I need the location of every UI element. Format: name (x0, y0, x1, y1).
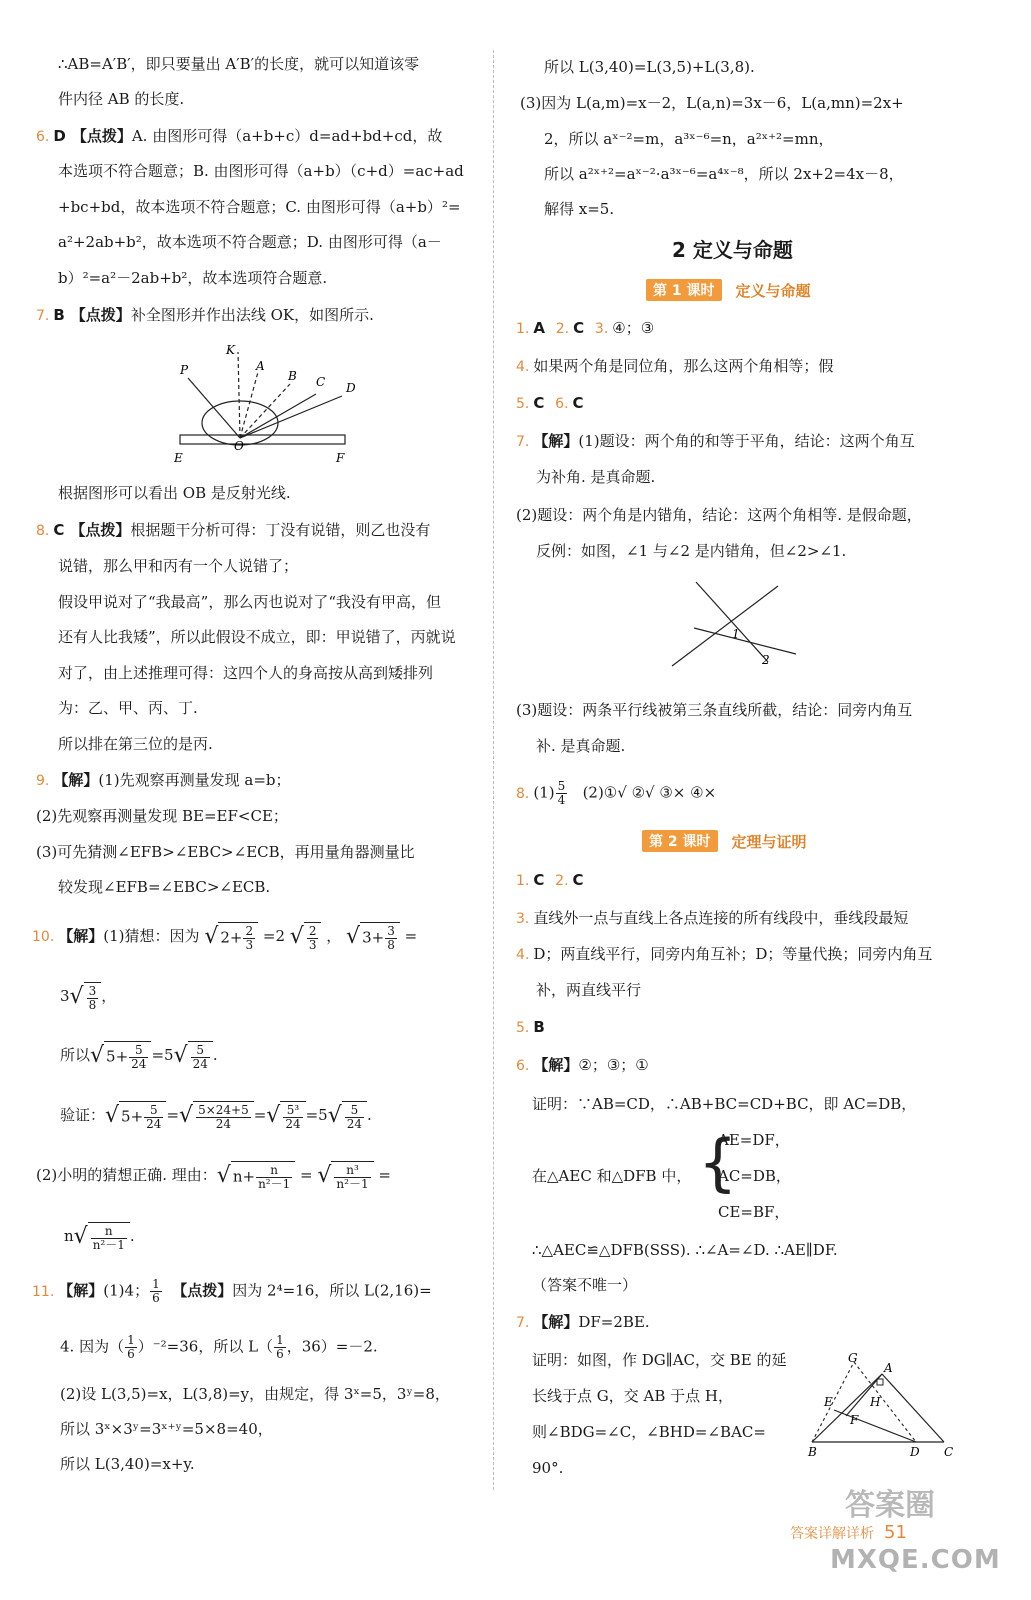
sqrt-11-term: n+ (232, 1167, 256, 1186)
label-e2: E (824, 1395, 833, 1409)
q11-line5: 所以 L(3,40)=x+y. (60, 1455, 195, 1473)
q8-line3: 假设甲说对了“我最高”，那么丙也说对了“我没有甲高，但 (58, 593, 442, 611)
q11-frac1-bottom: 6 (152, 1291, 160, 1305)
label-b: B (288, 369, 297, 383)
frac-1 (243, 925, 255, 952)
reflection-figure (170, 340, 360, 470)
label-f2: F (850, 1413, 859, 1427)
s2-q6-number: 6. (516, 1058, 530, 1074)
line-bg (812, 1362, 854, 1442)
s1-q1-answer: A (533, 319, 545, 337)
label-g: G (848, 1351, 858, 1365)
label-c: C (316, 375, 326, 389)
s1-q5-number: 5. (516, 396, 530, 412)
q6-line4: a²+2ab+b²，故本选项不符合题意；D. 由图形可得（a－ (58, 233, 442, 251)
q6-tag: 【点拨】 (71, 127, 132, 145)
s1-q8-part1: (1) (533, 783, 555, 802)
frac-2-top: 2 (308, 924, 317, 938)
s2-q5 (516, 1017, 551, 1038)
sqrt-1-term: 2+ (220, 928, 243, 947)
q10-line4 (60, 1101, 372, 1131)
r-line5: 解得 x=5. (544, 200, 615, 218)
q8-number: 8. (36, 523, 50, 539)
q10-text1: (1)猜想：因为 (103, 927, 200, 945)
frac-3-top: 3 (387, 924, 395, 938)
q11-ans1: (1)4； (103, 1281, 150, 1300)
lesson-2-header (642, 830, 807, 852)
q11-text2a: 4. 因为（ (60, 1337, 125, 1356)
s2-q3-number: 3. (516, 911, 530, 927)
frac-6-bottom: 24 (192, 1057, 208, 1071)
s1-q2-number: 2. (555, 321, 570, 337)
q10-eq3: =5 (151, 1046, 174, 1064)
q10-line1 (32, 922, 417, 952)
s1-q8-number: 8. (516, 785, 530, 802)
s2-q7-line1 (516, 1312, 650, 1333)
s1-q6-number: 6. (555, 396, 569, 412)
s2-q7-proof4: 90°. (532, 1459, 564, 1477)
footer-label: 答案详解详析 (790, 1526, 874, 1542)
s2-q6-system-intro: 在△AEC 和△DFB 中， (532, 1167, 692, 1185)
q7-after: 根据图形可以看出 OB 是反射光线. (58, 484, 291, 502)
q8-line2: 说错，那么甲和丙有一个人说错了； (58, 557, 299, 575)
s2-q4-answer: D；两直线平行，同旁内角互补；D；等量代换；同旁内角互 (533, 945, 933, 963)
frac-2-bottom: 3 (308, 938, 317, 952)
normal-line-ok (238, 352, 240, 438)
q10-eq4: = (166, 1106, 180, 1124)
s1-q1-number: 1. (516, 321, 530, 337)
s1-q7-text1: (1)题设：两个角的和等于平角，结论：这两个角互 (578, 432, 915, 450)
s1-q8-frac-top: 5 (557, 779, 566, 793)
q10-n: n (64, 1227, 74, 1245)
sqrt-7: √ 5+ $\frac{5}{24}$ (105, 1101, 166, 1131)
s1-q7-tag: 【解】 (533, 432, 579, 450)
s2-q6-proof1: 证明：∵AB=CD，∴AB+BC=CD+BC，即 AC=DB， (532, 1095, 917, 1113)
q6-text1: A. 由图形可得（a+b+c）d=ad+bd+cd，故 (131, 127, 443, 145)
page-number: 51 (884, 1522, 907, 1543)
s2-q7-proof2: 长线于点 G，交 AB 于点 H， (532, 1387, 733, 1405)
q9-text1: (1)先观察再测量发现 a=b； (98, 771, 291, 789)
s2-q7-proof1: 证明：如图，作 DG∥AC，交 BE 的延 (532, 1351, 787, 1369)
section-title: 2 定义与命题 (672, 238, 793, 262)
sqrt-1: √ 2+ $\frac{2}{3}$ (204, 922, 258, 952)
column-divider (493, 50, 494, 1490)
label-d2: D (910, 1445, 920, 1459)
s2-q1-2 (516, 870, 590, 891)
label-f: F (336, 451, 345, 465)
s2-q6-cond2: AC=DB， (718, 1167, 791, 1185)
q10-eq5: = (253, 1106, 267, 1124)
lesson-2-name: 定理与证明 (731, 832, 807, 851)
s1-q5-answer: C (533, 394, 545, 412)
q8-line1 (36, 520, 430, 541)
s2-q5-number: 5. (516, 1020, 530, 1036)
q6-number: 6. (36, 129, 50, 145)
frac-12-bottom: n²－1 (336, 1177, 369, 1191)
s1-q7-line6: 补. 是真命题. (536, 737, 626, 755)
sqrt-4: √ $\frac{3}{8}$ (70, 982, 102, 1012)
frac-13 (91, 1225, 127, 1252)
frac-13-top: n (91, 1225, 127, 1239)
s2-q7-number: 7. (516, 1315, 530, 1331)
s1-q7-line1 (516, 431, 915, 452)
label-p: P (180, 363, 189, 377)
q11-number: 11. (32, 1283, 55, 1300)
s1-q4-answer: 如果两个角是同位角，那么这两个角相等；假 (533, 357, 834, 375)
frac-3 (385, 925, 397, 952)
q10-eq2: = (404, 927, 418, 945)
q11-frac1-top: 1 (152, 1277, 160, 1291)
s2-q6-proof2: ∴△AEC≌△DFB(SSS). ∴∠A=∠D. ∴AE∥DF. (532, 1241, 838, 1259)
label-a: A (256, 359, 265, 373)
q11-frac3 (274, 1334, 286, 1361)
sqrt-3: √ 3+ $\frac{3}{8}$ (346, 922, 400, 952)
q9-line1 (36, 770, 291, 791)
ray-op (188, 378, 240, 438)
s2-q4-line2: 补，两直线平行 (536, 981, 642, 999)
sqrt-13: √ $\frac{n}{\text{n²－1}}$ (74, 1222, 130, 1252)
frac-1-bottom: 3 (245, 938, 254, 952)
q10-verify: 验证： (60, 1106, 106, 1124)
frac-9 (283, 1104, 302, 1131)
q11-line2 (60, 1334, 378, 1361)
frac-7-top: 5 (144, 1104, 163, 1118)
crossing-line (694, 628, 796, 654)
q10-period3: . (129, 1227, 135, 1245)
s2-q1-number: 1. (516, 873, 530, 889)
lesson-1-name: 定义与命题 (735, 281, 811, 300)
s1-q4 (516, 356, 833, 377)
frac-12 (334, 1164, 370, 1191)
sqrt-8: √ $\frac{5\times 24+5}{24}$ (179, 1101, 254, 1131)
q10-period2: . (367, 1106, 372, 1124)
q6-line5: b）²=a²－2ab+b²，故本选项符合题意. (58, 269, 328, 287)
q8-line7: 所以排在第三位的是丙. (58, 735, 213, 753)
watermark-url: MXQE.COM (830, 1545, 1001, 1575)
sqrt-5: √ 5+ $\frac{5}{24}$ (90, 1041, 151, 1071)
s1-q8-part2: (2)①√ ②√ ③× ④× (582, 783, 717, 802)
s2-q1-answer: C (533, 871, 545, 889)
q8-line5: 对了，由上述推理可得：这四个人的身高按从高到矮排列 (58, 664, 434, 682)
q11-tag: 【解】 (58, 1281, 104, 1300)
frac-2 (307, 925, 319, 952)
label-c2: C (944, 1445, 954, 1459)
s2-q7-tag: 【解】 (533, 1313, 579, 1331)
q5-line2: 件内径 AB 的长度. (58, 90, 185, 108)
triangle-proof-figure (804, 1350, 964, 1462)
frac-9-top: 5³ (283, 1104, 302, 1118)
q10-line3 (60, 1041, 218, 1071)
frac-11 (256, 1164, 292, 1191)
q6-line1 (36, 126, 442, 147)
s2-q6-answer: ②；③；① (578, 1056, 649, 1074)
frac-6 (191, 1044, 210, 1071)
frac-3-bottom: 8 (387, 938, 395, 952)
angle-2-label: 2 (762, 653, 770, 667)
q7-text1: 补全图形并作出法线 OK，如图所示. (130, 306, 374, 324)
q11-frac2 (125, 1334, 137, 1361)
q11-frac3-bottom: 6 (276, 1347, 284, 1361)
label-o: O (234, 439, 244, 453)
sqrt-7-term: 5+ (121, 1107, 144, 1126)
s1-q7-line5: (3)题设：两条平行线被第三条直线所截，结论：同旁内角互 (516, 701, 913, 719)
q11-text1: 因为 2⁴=16，所以 L(2,16)= (232, 1281, 432, 1300)
q7-line1 (36, 305, 374, 326)
q10-eq6: =5 (305, 1106, 328, 1124)
system-brace: { (698, 1126, 738, 1199)
q7-answer: B (53, 306, 65, 324)
s1-q7-line2: 为补角. 是真命题. (536, 468, 656, 486)
q11-text2c: ，36）=－2. (286, 1337, 378, 1356)
frac-5 (129, 1044, 148, 1071)
q6-line3: +bc+bd，故本选项不符合题意；C. 由图形可得（a+b）²= (58, 198, 461, 216)
q10-tag: 【解】 (58, 927, 104, 945)
q6-answer: D (53, 127, 66, 145)
lesson-1-header (646, 279, 811, 301)
q9-number: 9. (36, 773, 50, 789)
frac-4 (87, 985, 99, 1012)
frac-11-top: n (256, 1164, 292, 1178)
q10-line5 (36, 1161, 391, 1191)
s1-q5-6 (516, 393, 590, 414)
r-line2: (3)因为 L(a,m)=x－2，L(a,n)=3x－6，L(a,mn)=2x+ (520, 94, 904, 112)
label-h: H (870, 1395, 881, 1409)
frac-12-top: n³ (334, 1164, 370, 1178)
q9-line3: (3)可先猜测∠EFB>∠EBC>∠ECB，再用量角器测量比 (36, 843, 415, 861)
watermark-logo: 答案圈 (845, 1488, 935, 1523)
q7-number: 7. (36, 308, 50, 324)
right-angle-mark (877, 1379, 883, 1385)
q10-eq1: =2 (262, 927, 286, 945)
q11-line3: (2)设 L(3,5)=x，L(3,8)=y，由规定，得 3ˣ=5，3ʸ=8， (60, 1385, 450, 1403)
frac-13-bottom: n²－1 (92, 1238, 125, 1252)
s1-q7-line4: 反例：如图，∠1 与∠2 是内错角，但∠2>∠1. (536, 542, 847, 560)
label-e: E (174, 451, 183, 465)
frac-9-bottom: 24 (285, 1117, 301, 1131)
frac-4-top: 3 (88, 984, 97, 998)
s2-q6-cond1: AE=DF， (718, 1131, 790, 1149)
s1-q1-3 (516, 318, 654, 339)
s2-q3 (516, 908, 908, 929)
frac-11-bottom: n²－1 (258, 1177, 291, 1191)
ray-oa (240, 372, 258, 438)
page-footer (790, 1522, 907, 1543)
frac-5-top: 5 (129, 1044, 148, 1058)
q8-line6: 为：乙、甲、丙、丁. (58, 699, 198, 717)
q8-answer: C (53, 521, 65, 539)
sqrt-3-term: 3+ (362, 928, 385, 947)
s2-q7-proof3: 则∠BDG=∠C，∠BHD=∠BAC= (532, 1423, 766, 1441)
q10-number: 10. (32, 929, 55, 945)
q11-frac1 (150, 1278, 162, 1305)
s2-q5-answer: B (533, 1018, 545, 1036)
q8-line4: 还有人比我矮”，所以此假设不成立，即：甲说错了，丙就说 (58, 628, 456, 646)
q11-frac2-bottom: 6 (127, 1347, 135, 1361)
frac-7-bottom: 24 (146, 1117, 162, 1131)
frac-1-top: 2 (245, 924, 254, 938)
s2-q4-number: 4. (516, 947, 530, 963)
frac-6-top: 5 (191, 1044, 210, 1058)
sqrt-10: √ $\frac{5}{24}$ (328, 1101, 367, 1131)
frac-7 (144, 1104, 163, 1131)
alternate-angles-figure (668, 578, 808, 670)
s2-q7-answer: DF=2BE. (578, 1313, 650, 1331)
frac-8-bottom: 24 (215, 1117, 232, 1131)
sqrt-2: √ $\frac{2}{3}$ (290, 922, 322, 952)
sqrt-11: √ n+ $\frac{n}{\text{n²－1}}$ (217, 1161, 295, 1191)
q10-period: . (212, 1046, 218, 1064)
s2-q2-number: 2. (555, 873, 569, 889)
label-k: K (226, 343, 235, 357)
label-a2: A (884, 1361, 893, 1375)
q9-line4: 较发现∠EFB=∠EBC>∠ECB. (58, 878, 271, 896)
frac-10-bottom: 24 (346, 1117, 363, 1131)
q10-eq8: = (378, 1166, 391, 1184)
sqrt-12: √ $\frac{\text{n³}}{\text{n²－1}}$ (317, 1161, 373, 1191)
q10-comma2: ， (101, 987, 117, 1005)
frac-8 (196, 1104, 251, 1131)
s2-q6-line1 (516, 1055, 649, 1076)
q7-tag: 【点拨】 (70, 306, 131, 324)
s2-q6-tag: 【解】 (533, 1056, 579, 1074)
frac-5-bottom: 24 (131, 1057, 147, 1071)
s1-q7-number: 7. (516, 434, 530, 450)
s1-q3-answer: ④；③ (612, 319, 655, 337)
q10-eq7: = (300, 1166, 313, 1184)
q10-part2: (2)小明的猜想正确. 理由： (36, 1166, 217, 1184)
q10-line2 (60, 982, 116, 1012)
q9-tag: 【解】 (53, 771, 99, 789)
ray-oc (240, 394, 316, 438)
r-line1: 所以 L(3,40)=L(3,5)+L(3,8). (544, 58, 755, 76)
q11-tag2: 【点拨】 (172, 1281, 233, 1300)
sqrt-6: √ $\frac{5}{24}$ (174, 1041, 213, 1071)
s2-q4-line1 (516, 944, 932, 965)
q10-comma: ， (326, 927, 342, 945)
frac-10 (345, 1104, 364, 1131)
q11-text2b: ）⁻²=36，所以 L（ (137, 1337, 274, 1356)
s2-q3-answer: 直线外一点与直线上各点连接的所有线段中，垂线段最短 (533, 909, 909, 927)
q10-so: 所以 (60, 1046, 91, 1064)
label-d: D (346, 381, 356, 395)
s1-q2-answer: C (573, 319, 585, 337)
q11-frac2-top: 1 (127, 1333, 135, 1347)
s2-q2-answer: C (572, 871, 584, 889)
angle-1-label: 1 (732, 627, 740, 641)
s2-q6-note: （答案不唯一） (532, 1276, 638, 1294)
q5-line1: ∴AB=A′B′，即只要量出 A′B′的长度，就可以知道该零 (58, 55, 420, 73)
r-line3: 2，所以 aˣ⁻²=m，a³ˣ⁻⁶=n，a²ˣ⁺²=mn， (544, 130, 834, 148)
s1-q8-frac (556, 780, 568, 807)
q8-text1: 根据题干分析可得：丁没有说错，则乙也没有 (130, 521, 431, 539)
q6-line2: 本选项不符合题意；B. 由图形可得（a+b）（c+d）=ac+ad (58, 162, 464, 180)
frac-8-top: 5×24+5 (198, 1103, 249, 1117)
q11-line4: 所以 3ˣ×3ʸ=3ˣ⁺ʸ=5×8=40， (60, 1420, 273, 1438)
s1-q8 (516, 780, 716, 807)
q10-line6 (64, 1222, 135, 1252)
frac-4-bottom: 8 (88, 998, 97, 1012)
sqrt-9: √ $\frac{\text{5³}}{24}$ (266, 1101, 305, 1131)
q8-tag: 【点拨】 (70, 521, 131, 539)
s1-q3-number: 3. (594, 321, 609, 337)
lesson-2-badge: 第 2 课时 (642, 830, 718, 852)
lesson-1-badge: 第 1 课时 (646, 279, 722, 301)
s1-q4-number: 4. (516, 359, 530, 375)
r-line4: 所以 a²ˣ⁺²=aˣ⁻²·a³ˣ⁻⁶=a⁴ˣ⁻⁸，所以 2x+2=4x－8， (544, 165, 904, 183)
q10-coef: 3 (60, 987, 70, 1005)
mirror-plank (180, 435, 345, 444)
s2-q6-cond3: CE=BF， (718, 1203, 790, 1221)
label-b2: B (808, 1445, 817, 1459)
transversal-1 (696, 582, 768, 662)
s1-q7-line3: (2)题设：两个角是内错角，结论：这两个角相等. 是假命题， (516, 506, 922, 524)
s1-q6-answer: C (572, 394, 584, 412)
frac-10-top: 5 (345, 1104, 364, 1118)
q11-line1 (32, 1278, 432, 1305)
sqrt-5-term: 5+ (106, 1047, 129, 1066)
q9-line2: (2)先观察再测量发现 BE=EF<CE； (36, 807, 288, 825)
q11-frac3-top: 1 (276, 1333, 284, 1347)
s1-q8-frac-bottom: 4 (557, 793, 566, 807)
